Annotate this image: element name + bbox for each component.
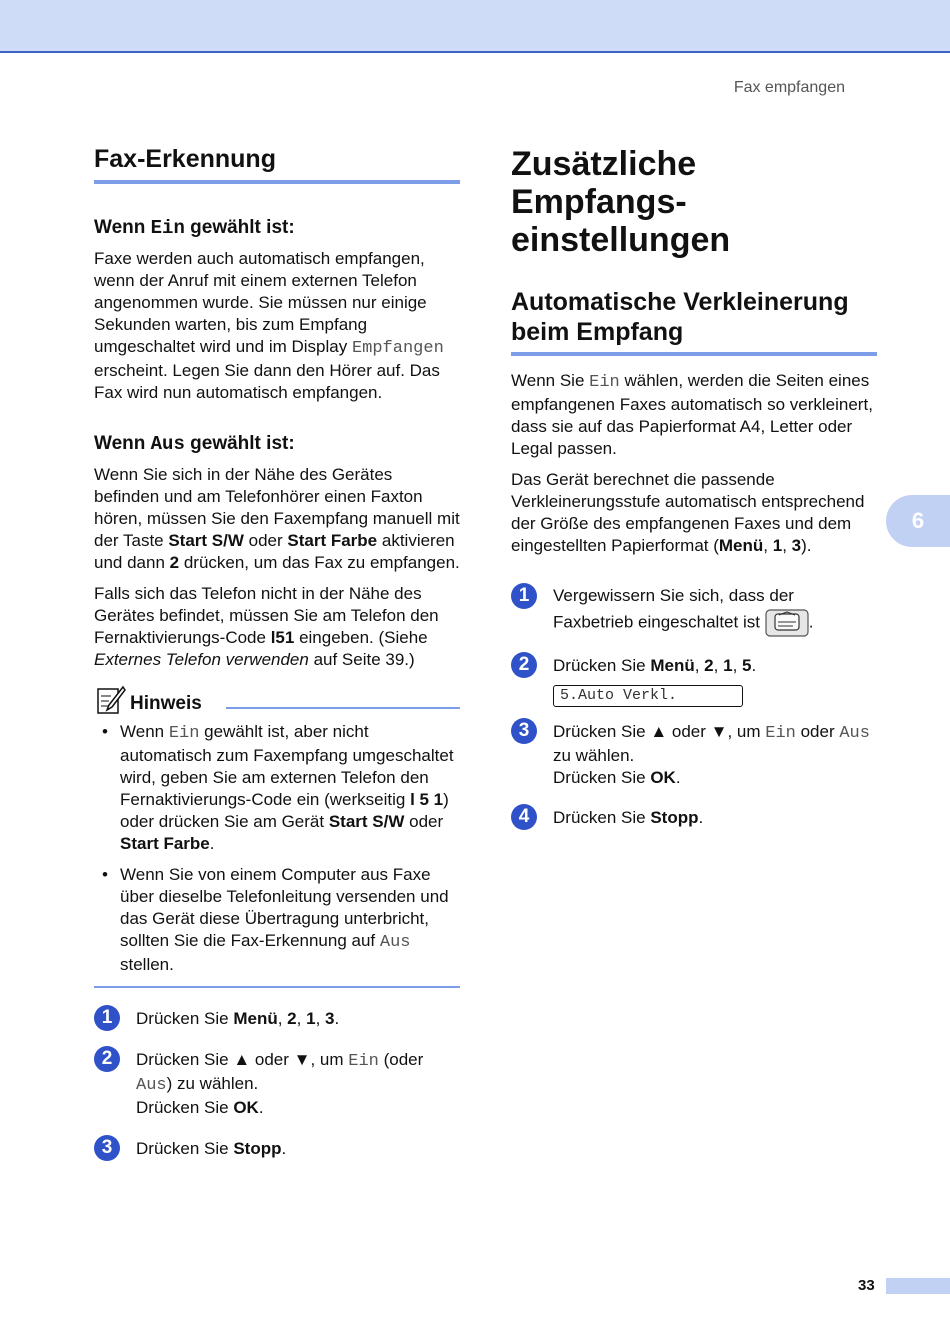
step-number: 2 [94, 1046, 120, 1072]
step-item: 1 Drücken Sie Menü, 2, 1, 3. [94, 1008, 460, 1030]
arrow-up-icon: ▲ [650, 722, 668, 741]
step-number: 2 [511, 652, 537, 678]
note-pencil-icon [96, 685, 126, 715]
step-number: 3 [511, 718, 537, 744]
arrow-down-icon: ▼ [293, 1050, 311, 1069]
arrow-down-icon: ▼ [710, 722, 728, 741]
note-header [94, 685, 460, 721]
running-header: Fax empfangen [733, 79, 845, 96]
subheading-aus: Wenn Aus gewählt ist: [94, 433, 295, 455]
step-item: 3 Drücken Sie Stopp. [94, 1138, 460, 1160]
step-item: 1 Vergewissern Sie sich, dass der Faxbetrieb eingeschaltet ist . [511, 583, 877, 637]
note-rule [226, 707, 460, 709]
step-number: 4 [511, 804, 537, 830]
note-title: Hinweis [130, 693, 202, 714]
chapter-title: Zusätzliche Empfangs- einstellungen [511, 145, 731, 259]
section-title-fax-erkennung: Fax-Erkennung [94, 145, 460, 184]
paragraph-ein: Faxe werden auch automatisch empfangen, wenn der Anruf mit einem externen Telefon angenommen wurde. Sie müssen nur einige Sekunden warten, bis zum Empfang umgeschaltet wird und im Display Empfangen erscheint. Legen Sie dann den Hörer auf. Das Fax wird nun automatisch empfangen. [94, 249, 444, 402]
paragraph-remote-code: Falls sich das Telefon nicht in der Nähe des Gerätes befindet, müssen Sie am Telefon den Fernaktivierungs-Code l51 eingeben. (Siehe Externes Telefon verwenden auf Seite 39.) [94, 584, 439, 669]
arrow-up-icon: ▲ [233, 1050, 251, 1069]
subheading-ein: Wenn Ein gewählt ist: [94, 217, 295, 239]
page-number: 33 [858, 1277, 875, 1294]
step-item: 3 Drücken Sie ▲ oder ▼, um Ein oder Aus zu wählen. Drücken Sie OK. [511, 721, 877, 789]
step-number: 1 [511, 583, 537, 609]
step-item: 2 Drücken Sie ▲ oder ▼, um Ein (oder Aus) zu wählen. Drücken Sie OK. [94, 1049, 460, 1119]
note-item: • Wenn Sie von einem Computer aus Faxe über dieselbe Telefonleitung versenden und das Gerät diese Übertragung unterbricht, sollten Sie die Fax-Erkennung auf Aus stellen. [94, 864, 460, 976]
chapter-tab: 6 [886, 495, 950, 547]
top-band [0, 0, 950, 53]
paragraph-aus: Wenn Sie sich in der Nähe des Gerätes befinden und am Telefonhörer einen Faxton hören, müssen Sie den Faxempfang manuell mit der Taste Start S/W oder Start Farbe aktivieren und dann 2 drücken, um das Fax zu empfangen. [94, 465, 460, 572]
fax-mode-icon [765, 609, 809, 637]
paragraph-reduction: Wenn Sie Ein wählen, werden die Seiten eines empfangenen Faxes automatisch so verkleinert, dass sie auf das Papierformat A4, Letter oder Legal passen. [511, 371, 873, 458]
section-title-auto-reduction: Automatische Verkleinerung beim Empfang [511, 287, 877, 356]
note-item: • Wenn Ein gewählt ist, aber nicht automatisch zum Faxempfang umgeschaltet wird, geben Sie am externen Telefon den Fernaktivierungs-Code ein (werkseitig l 5 1) oder drücken Sie am Gerät Start S/W oder Start Farbe. [94, 721, 460, 855]
lcd-display: 5.Auto Verkl. [553, 685, 743, 707]
paragraph-reduction-calc: Das Gerät berechnet die passende Verkleinerungsstufe automatisch entsprechend der Größe des empfangenen Faxes und dem eingestellten Papierformat (Menü, 1, 3). [511, 470, 865, 555]
right-column [511, 145, 877, 829]
left-column [94, 145, 460, 1160]
step-number: 1 [94, 1005, 120, 1031]
step-item: 2 Drücken Sie Menü, 2, 1, 5. 5.Auto Verkl. [511, 655, 877, 707]
step-number: 3 [94, 1135, 120, 1161]
page-number-bar [886, 1278, 950, 1294]
step-item: 4 Drücken Sie Stopp. [511, 807, 877, 829]
note-list [94, 721, 460, 976]
